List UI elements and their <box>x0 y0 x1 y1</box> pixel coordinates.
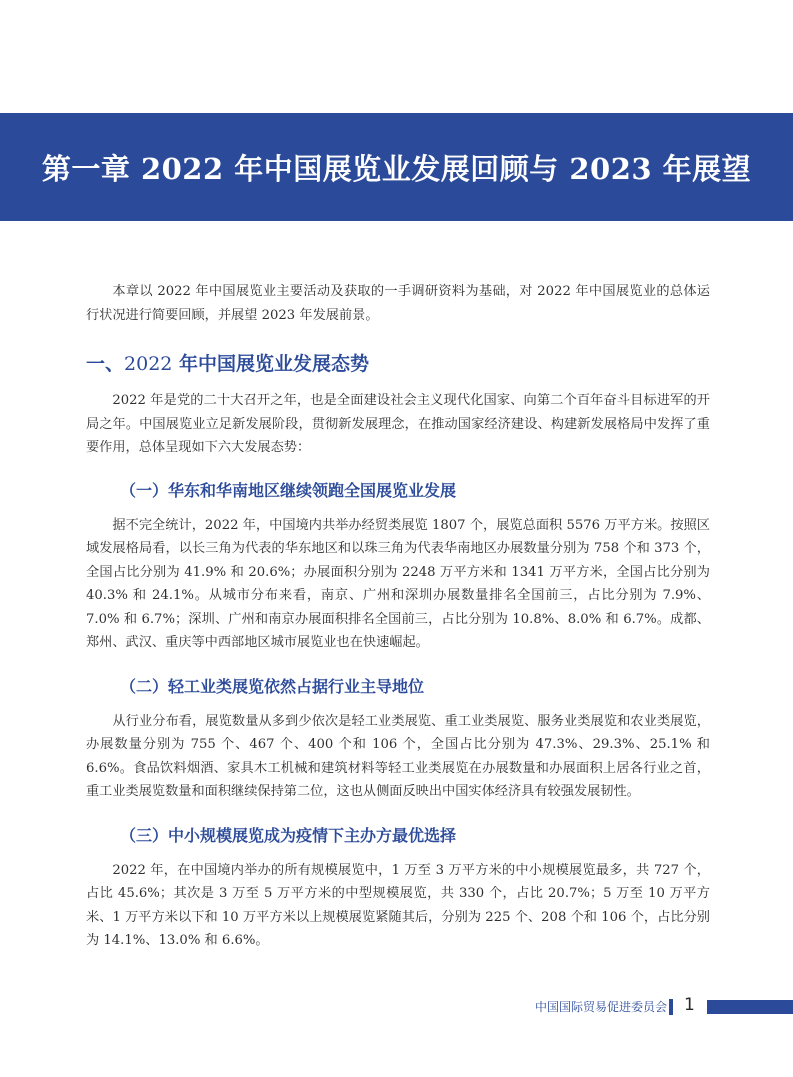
subsection-paragraph-2: 从行业分布看，展览数量从多到少依次是轻工业类展览、重工业类展览、服务业类展览和农业类展览，办展数量分别为 755 个、467 个、400 个和 106 个，全国占比分别为 47.3%、29.3%、25.1% 和 6.6%。食品饮料烟酒、家具木工机械和建筑材料等轻工业类展览在办展数量和办展面积上居各行业之首，重工业类展览数量和面积继续保持第二位，这也从侧面反映出中国实体经济具有较强发展韧性。 <box>86 713 710 799</box>
subsection-paragraph-1: 据不完全统计，2022 年，中国境内共举办经贸类展览 1807 个，展览总面积 5576 万平方米。按照区域发展格局看，以长三角为代表的华东地区和以珠三角为代表华南地区办展数量分别为 758 个和 373 个，全国占比分别为 41.9% 和 20.6%；办展面积分别为 2248 万平方米和 1341 万平方米，全国占比分别为 40.3% 和 24.1%。从城市分布来看，南京、广州和深圳办展数量排名全国前三，占比分别为 7.9%、7.0% 和 6.7%；深圳、广州和南京办展面积排名全国前三，占比分别为 10.8%、8.0% 和 6.7%。成都、郑州、武汉、重庆等中西部地区城市展览业也在快速崛起。 <box>86 517 710 650</box>
footer-accent-bar <box>707 1000 793 1014</box>
footer-organization: 中国国际贸易促进委员会 <box>534 1000 667 1014</box>
section-heading <box>86 349 710 376</box>
chapter-title: 第一章 2022 年中国展览业发展回顾与 2023 年展望 <box>41 151 752 186</box>
section-paragraph: 2022 年是党的二十大召开之年，也是全面建设社会主义现代化国家、向第二个百年奋斗目标进军的开局之年。中国展览业立足新发展阶段，贯彻新发展理念，在推动国家经济建设、构建新发展格局中发挥了重要作用，总体呈现如下六大发展态势： <box>86 393 710 455</box>
section-title: 年中国展览业发展态势 <box>172 353 369 375</box>
subsection-paragraph-3: 2022 年，在中国境内举办的所有规模展览中，1 万至 3 万平方米的中小规模展览最多，共 727 个，占比 45.6%；其次是 3 万至 5 万平方米的中型规模展览，共 330 个，占比 20.7%；5 万至 10 万平方米、1 万平方米以下和 10 万平方米以上规模展览紧随其后，分别为 225 个、208 个和 106 个，占比分别为 14.1%、13.0% 和 6.6%。 <box>86 862 710 948</box>
subsection-heading-1: （一）华东和华南地区继续领跑全国展览业发展 <box>120 480 457 500</box>
chapter-banner <box>0 113 793 221</box>
page-content <box>86 280 710 953</box>
subsection-heading-2: （二）轻工业类展览依然占据行业主导地位 <box>120 676 425 696</box>
section-year: 2022 <box>124 353 173 375</box>
page-number: 1 <box>684 995 695 1015</box>
subsection-heading-3: （三）中小规模展览成为疫情下主办方最优选择 <box>120 825 457 845</box>
intro-paragraph: 本章以 2022 年中国展览业主要活动及获取的一手调研资料为基础，对 2022 年中国展览业的总体运行状况进行简要回顾，并展望 2023 年发展前景。 <box>86 284 710 323</box>
section-number: 一、 <box>86 353 125 375</box>
footer-separator <box>669 999 673 1015</box>
